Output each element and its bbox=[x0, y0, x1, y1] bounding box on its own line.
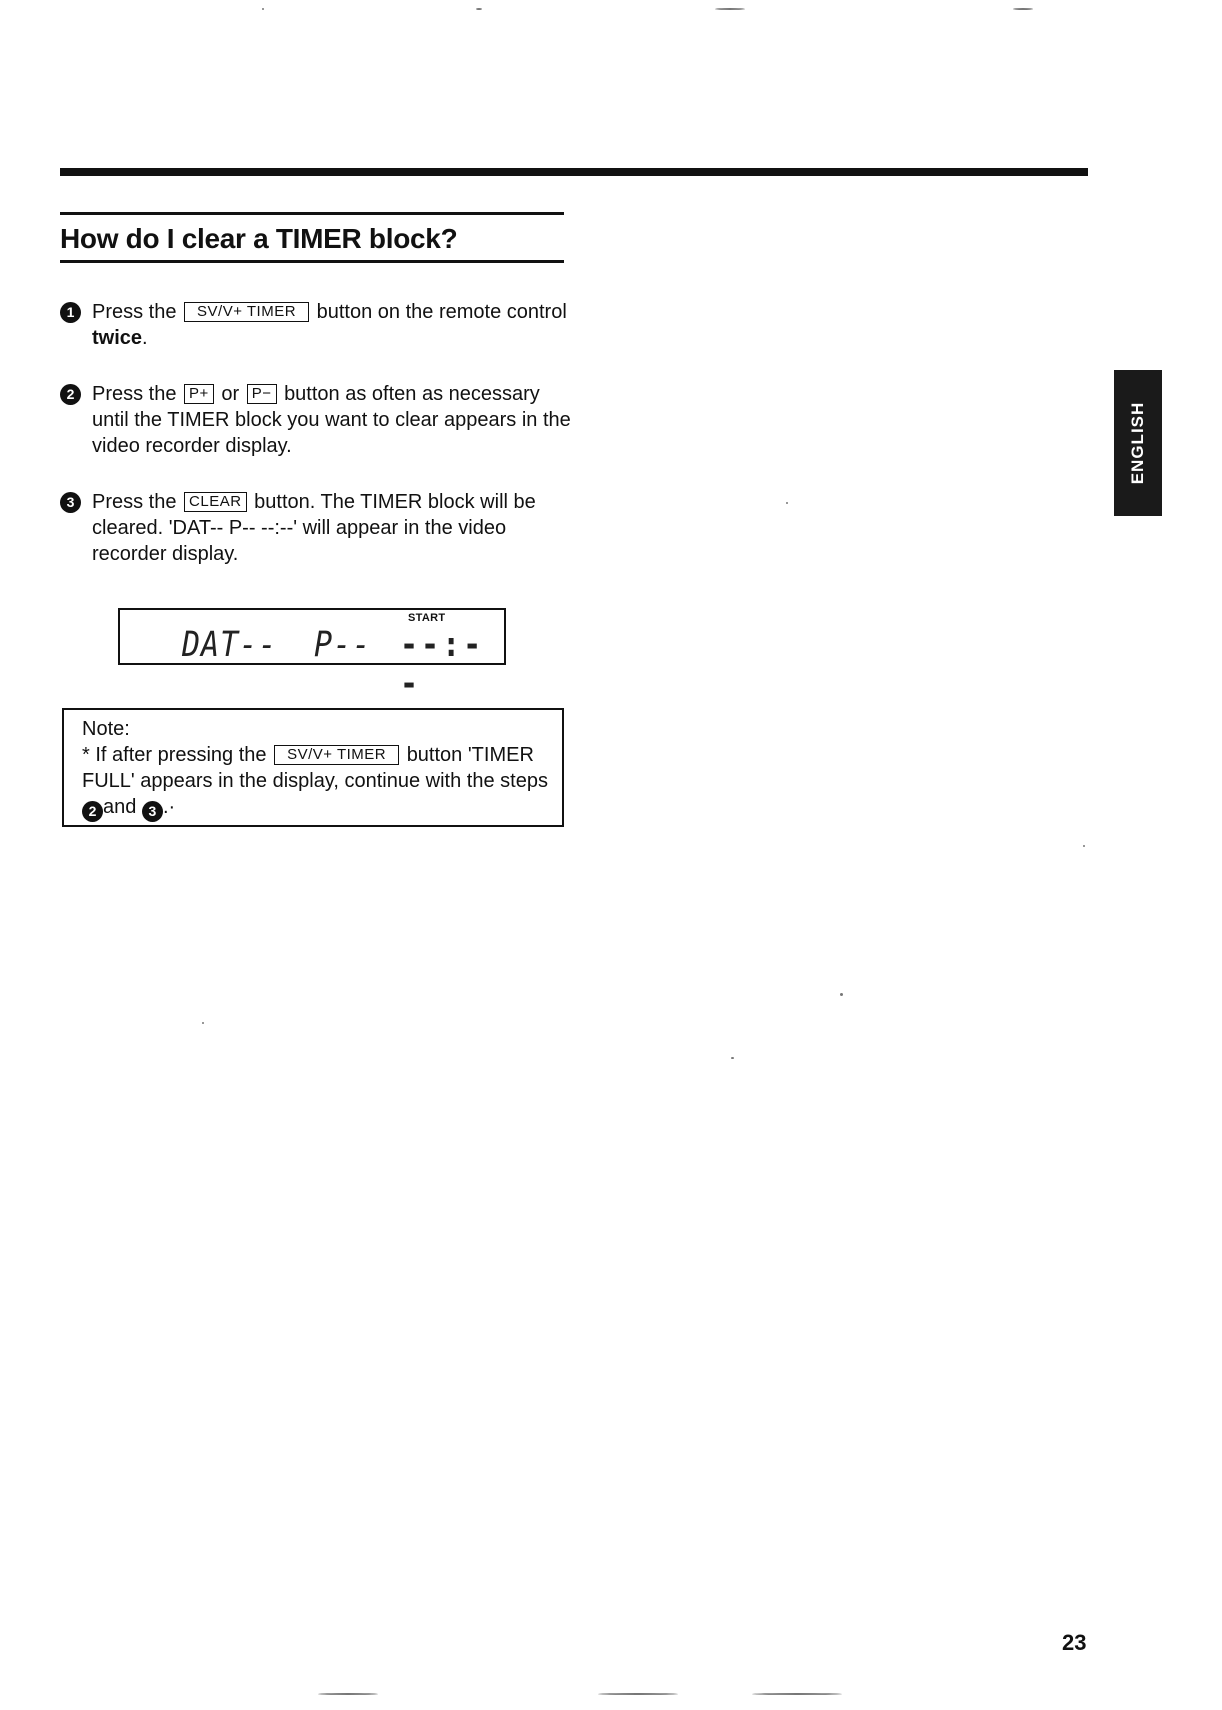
note-end: .· bbox=[162, 796, 176, 818]
scan-speck bbox=[1083, 845, 1085, 847]
note-step-2-marker: 2 bbox=[82, 801, 103, 822]
page-title: How do I clear a TIMER block? bbox=[60, 223, 458, 254]
note-box bbox=[62, 708, 564, 827]
note-and: and bbox=[103, 796, 137, 818]
clear-key: CLEAR bbox=[184, 492, 247, 512]
display-date-segment: DAT-- bbox=[182, 624, 278, 666]
scan-speck bbox=[786, 502, 788, 504]
step-number-1: 1 bbox=[60, 302, 81, 323]
step-1-text-before: Press the bbox=[92, 301, 177, 323]
step-number-2: 2 bbox=[60, 384, 81, 405]
language-tab bbox=[1114, 370, 1162, 516]
step-3 bbox=[60, 489, 580, 567]
step-1-emphasis: twice bbox=[92, 327, 143, 349]
note-step-3-marker: 3 bbox=[142, 801, 163, 822]
scan-speck bbox=[752, 1693, 842, 1695]
note-body bbox=[82, 742, 562, 822]
step-1-text-after: button on the remote control bbox=[316, 301, 567, 323]
step-3-text-before: Press the bbox=[92, 491, 177, 513]
display-programme-segment: P-- bbox=[314, 624, 372, 666]
top-rule bbox=[60, 168, 1088, 176]
scan-speck bbox=[202, 1022, 204, 1024]
note-svv-timer-key: SV/V+ TIMER bbox=[274, 745, 399, 765]
p-plus-key: P+ bbox=[184, 384, 214, 404]
recorder-display bbox=[118, 608, 506, 705]
note-text-after: button 'TIMER FULL' appears in the display, continue with the steps bbox=[82, 744, 548, 792]
heading-rule-bottom bbox=[60, 260, 564, 263]
note-text-before: * If after pressing the bbox=[82, 744, 267, 766]
step-number-3: 3 bbox=[60, 492, 81, 513]
step-1-end: . bbox=[142, 327, 148, 349]
note-title: Note: bbox=[82, 718, 130, 740]
scan-speck bbox=[731, 1057, 734, 1059]
step-2-text-middle: or bbox=[221, 383, 240, 405]
scan-speck bbox=[840, 993, 843, 996]
scan-speck bbox=[318, 1693, 378, 1695]
scan-speck bbox=[598, 1693, 678, 1695]
scan-speck bbox=[262, 8, 264, 10]
scan-speck bbox=[1013, 8, 1033, 10]
step-2-text-after: button as often as necessary until the TIMER block you want to clear appears in the video recorder display. bbox=[92, 383, 571, 457]
display-start-label: START bbox=[408, 612, 446, 624]
scan-speck bbox=[715, 8, 745, 10]
heading-rule-top bbox=[60, 212, 564, 215]
page-number: 23 bbox=[1062, 1630, 1087, 1655]
step-2 bbox=[60, 381, 580, 459]
p-minus-key: P− bbox=[247, 384, 277, 404]
step-2-text-before: Press the bbox=[92, 383, 177, 405]
language-tab-label: ENGLISH bbox=[1128, 401, 1147, 485]
display-time-segment: --:-- bbox=[400, 624, 485, 705]
step-3-text-after: button. The TIMER block will be cleared. 'DAT-- P-- --:--' will appear in the video recorder display. bbox=[92, 491, 536, 565]
scan-speck bbox=[476, 8, 482, 10]
step-1 bbox=[60, 299, 580, 351]
svv-timer-key: SV/V+ TIMER bbox=[184, 302, 309, 322]
